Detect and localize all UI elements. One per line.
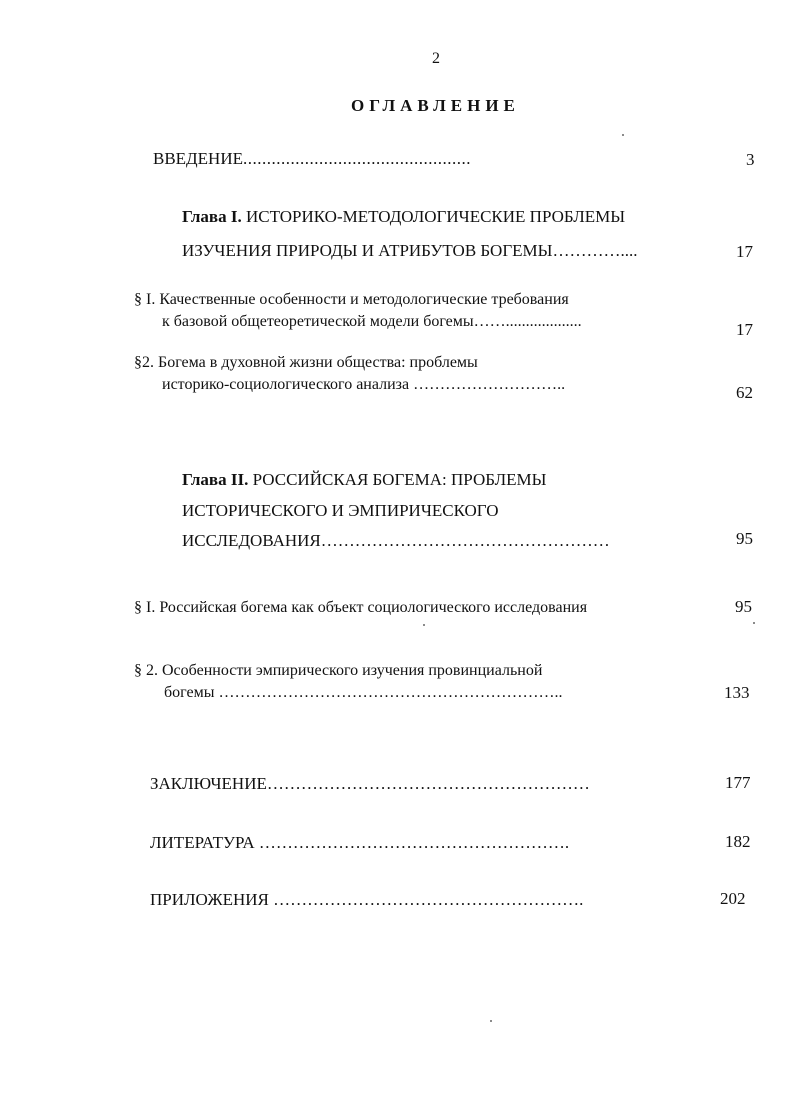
toc-chapter-2-line-1	[182, 471, 546, 488]
toc-leader-dots: …………....	[552, 241, 638, 260]
chapter-title: ИСТОРИКО-МЕТОДОЛОГИЧЕСКИЕ ПРОБЛЕМЫ	[245, 207, 626, 226]
toc-leader-dots: ……………………………………………….	[268, 890, 584, 909]
section-title: богемы	[164, 684, 215, 701]
toc-page-number: 182	[725, 832, 751, 851]
toc-chapter-2-line-2: ИСТОРИЧЕСКОГО И ЭМПИРИЧЕСКОГО	[182, 501, 499, 520]
toc-page-number: 17	[736, 242, 753, 261]
toc-chapter-1-line-2	[182, 242, 637, 259]
toc-leader-dots: ………………………..	[409, 376, 566, 393]
toc-entry-title: ПРИЛОЖЕНИЯ	[150, 890, 269, 909]
toc-chapter-2-line-3	[182, 532, 610, 549]
page-number: 2	[432, 50, 440, 67]
toc-leader-dots: …………………………………………………	[266, 774, 590, 793]
toc-page-number: 95	[735, 597, 752, 616]
toc-page-number: 202	[720, 889, 746, 908]
toc-page-number: 62	[736, 383, 753, 402]
scan-speck	[622, 134, 624, 136]
toc-entry-conclusion	[150, 775, 590, 792]
toc-section-1-2-line-1: §2. Богема в духовной жизни общества: проблемы	[134, 354, 478, 371]
toc-section-1-1-line-1: § I. Качественные особенности и методологические требования	[134, 291, 569, 308]
chapter-title: ИЗУЧЕНИЯ ПРИРОДЫ И АТРИБУТОВ БОГЕМЫ	[182, 241, 553, 260]
toc-section-1-1-line-2	[162, 314, 582, 330]
chapter-label: Глава I.	[182, 207, 242, 226]
page-title: ОГЛАВЛЕНИЕ	[351, 96, 520, 115]
chapter-title: ИССЛЕДОВАНИЯ	[182, 531, 321, 550]
toc-section-2-2-line-1: § 2. Особенности эмпирического изучения провинциальной	[134, 662, 543, 679]
scan-speck	[490, 1020, 492, 1022]
section-title: историко-социологического анализа	[162, 376, 410, 393]
toc-page-number: 3	[746, 150, 755, 169]
toc-leader-dots: ………………………………………………………..	[214, 684, 563, 701]
scan-speck	[753, 622, 755, 624]
toc-leader-dots: ……...................	[473, 313, 582, 330]
toc-leader-dots: ……………………………………………	[320, 531, 610, 550]
toc-page-number: 177	[725, 773, 751, 792]
toc-page-number: 133	[724, 683, 750, 702]
toc-entry-title: ЛИТЕРАТУРА	[150, 833, 255, 852]
toc-entry-title: ВВЕДЕНИЕ	[153, 149, 243, 168]
toc-entry-introduction	[153, 150, 471, 167]
scan-speck	[423, 624, 425, 626]
toc-leader-dots: ................................................	[242, 149, 471, 168]
chapter-label: Глава II.	[182, 470, 249, 489]
toc-entry-title: ЗАКЛЮЧЕНИЕ	[150, 774, 267, 793]
section-title: к базовой общетеоретической модели богемы	[162, 313, 474, 330]
toc-entry-literature	[150, 834, 569, 851]
toc-chapter-1-line-1	[182, 208, 625, 225]
toc-page-number: 17	[736, 320, 753, 339]
toc-section-2-1: § I. Российская богема как объект социологического исследования	[134, 599, 588, 616]
toc-leader-dots: ……………………………………………….	[254, 833, 570, 852]
chapter-title: РОССИЙСКАЯ БОГЕМА: ПРОБЛЕМЫ	[252, 470, 547, 489]
toc-section-2-2-line-2	[164, 685, 562, 701]
toc-page-number: 95	[736, 529, 753, 548]
toc-entry-appendices	[150, 891, 583, 908]
toc-section-1-2-line-2	[162, 377, 565, 393]
